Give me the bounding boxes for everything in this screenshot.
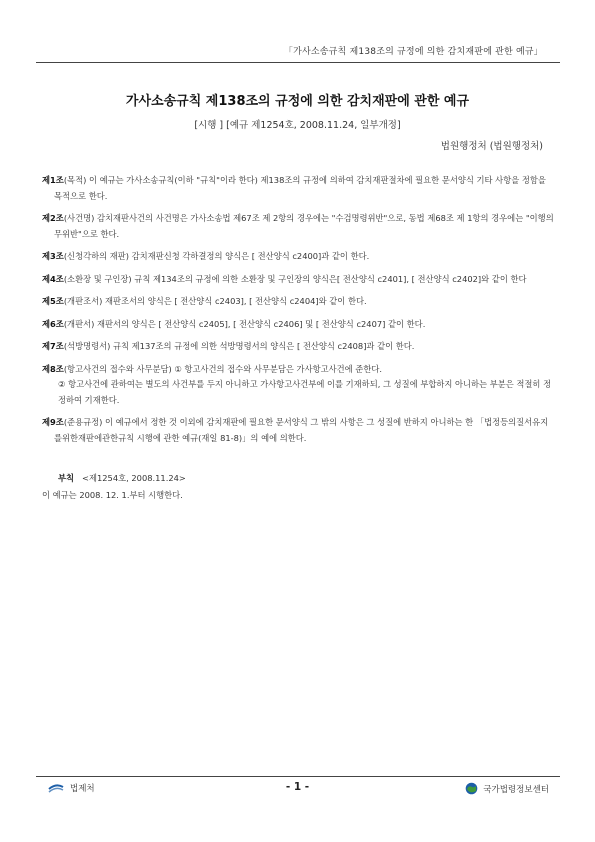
footer-rule	[36, 776, 560, 777]
article-number: 제4조	[42, 273, 64, 284]
article-text: (신청각하의 재판) 감치재판신청 각하결정의 양식은 [ 전산양식 c2400]과 같이 한다.	[63, 251, 370, 261]
article-2	[42, 211, 554, 242]
article-number: 제8조	[42, 363, 64, 374]
document-issuer: 법원행정처 (법원행정처)	[440, 141, 543, 152]
running-header: 「가사소송규칙 제138조의 규정에 의한 감치재판에 관한 예규」	[283, 47, 543, 57]
article-text: (개판조서) 재판조서의 양식은 [ 전산양식 c2403], [ 전산양식 c2404]와 같이 한다.	[63, 296, 367, 306]
document-subtitle: [시행 ] [예규 제1254호, 2008.11.24, 일부개정]	[194, 120, 401, 131]
footer-right-label: 국가법령정보센터	[483, 784, 549, 795]
header-rule	[36, 62, 560, 63]
article-number: 제5조	[42, 296, 64, 306]
article-text: (개판서) 재판서의 양식은 [ 전산양식 c2405], [ 전산양식 c2406] 및 [ 전산양식 c2407] 같이 한다.	[63, 318, 426, 329]
article-paragraph-2: ② 항고사건에 관하여는 별도의 사건부를 두지 아니하고 가사항고사건부에 이를 기재하되, 그 성질에 부합하지 아니하는 부분은 적절히 정정하여 기재한다.	[58, 379, 552, 405]
article-text: (준용규정) 이 예규에서 정한 것 이외에 감치재판에 필요한 문서양식 그 밖의 사항은 그 성질에 반하지 아니하는 한 「법정등의질서유지를위한재판에관한규칙 시행에 관한 예규(재일 81-8)」의 예에 의한다.	[54, 417, 549, 443]
addendum-reference: <제1254호, 2008.11.24>	[82, 473, 186, 483]
document-title: 가사소송규칙 제138조의 규정에 의한 감치재판에 관한 예규	[125, 94, 470, 109]
articles-section	[42, 173, 554, 453]
article-3	[42, 249, 554, 265]
article-number: 제2조	[42, 213, 64, 223]
article-text: (사건명) 감치재판사건의 사건명은 가사소송법 제67조 제 2항의 경우에는 "수검명령위반"으로, 동법 제68조 제 1항의 경우에는 "이행의무위반"으로 한다.	[54, 213, 554, 239]
article-number: 제6조	[42, 318, 64, 329]
article-9	[42, 415, 554, 446]
article-number: 제9조	[42, 417, 64, 427]
article-text: (항고사건의 접수와 사무분담) ① 항고사건의 접수와 사무분담은 가사항고사건에 준한다.	[63, 363, 382, 374]
article-text: (소환장 및 구인장) 규칙 제134조의 규정에 의한 소환장 및 구인장의 양식은[ 전산양식 c2401], [ 전산양식 c2402]와 같이 한다	[63, 273, 527, 284]
addendum-title: 부칙	[58, 473, 75, 483]
article-7	[42, 339, 554, 355]
article-4	[42, 272, 554, 288]
footer-left-label: 법제처	[70, 784, 95, 794]
article-number: 제3조	[42, 251, 64, 261]
article-text: (석방명령서) 규칙 제137조의 규정에 의한 석방명령서의 양식은 [ 전산양식 c2408]과 같이 한다.	[63, 341, 415, 351]
article-6	[42, 317, 554, 333]
addendum-heading	[58, 472, 186, 484]
article-8	[42, 362, 554, 409]
article-1	[42, 173, 554, 204]
article-number: 제1조	[42, 175, 64, 185]
article-text: (목적) 이 예규는 가사소송규칙(이하 "규칙"이라 한다) 제138조의 규정에 의하여 감치재판절차에 필요한 문서양식 기타 사항을 정함을 목적으로 한다.	[54, 175, 546, 201]
footer-right	[465, 782, 549, 795]
article-5	[42, 294, 554, 310]
law-info-globe-icon	[465, 782, 478, 795]
addendum-body: 이 예규는 2008. 12. 1.부터 시행한다.	[42, 490, 183, 500]
page-number: - 1 -	[285, 781, 310, 793]
article-number: 제7조	[42, 341, 64, 351]
